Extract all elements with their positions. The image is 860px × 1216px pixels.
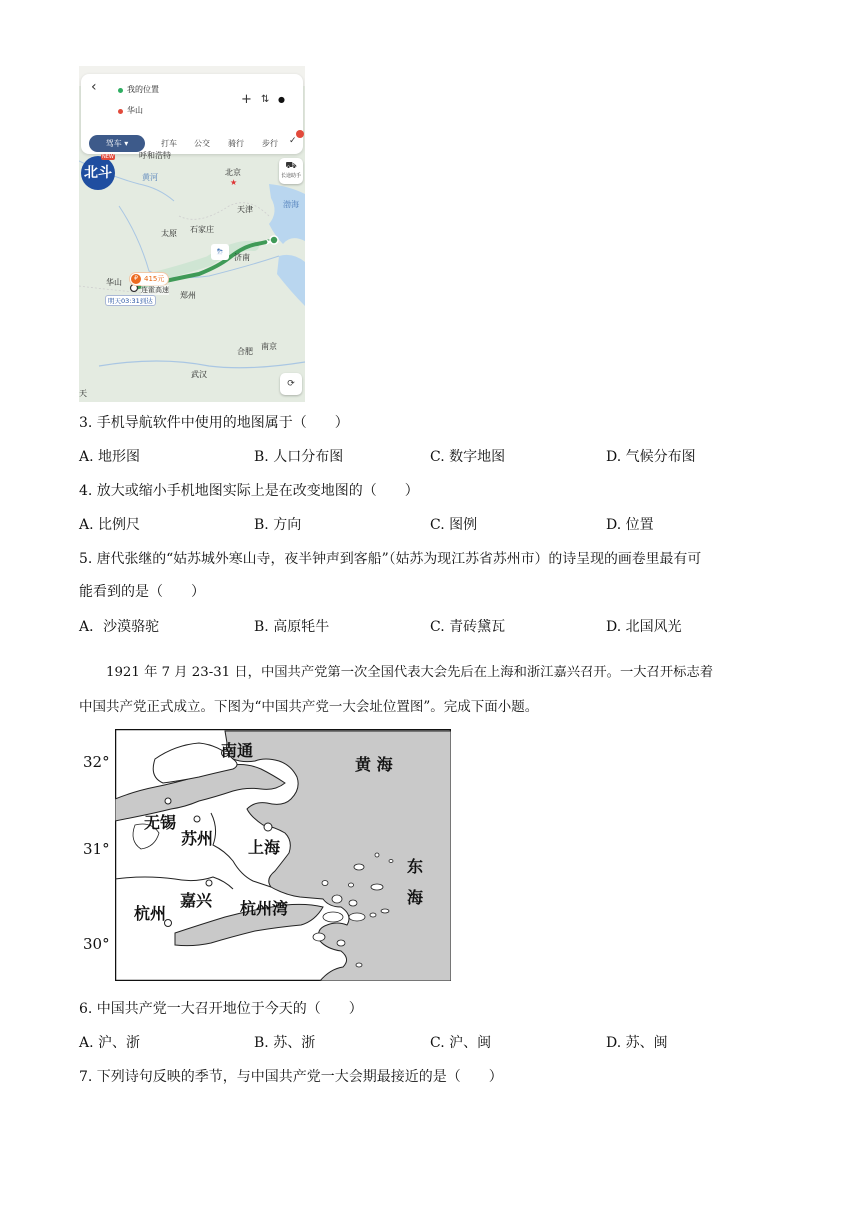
bay-label: 杭州湾 xyxy=(240,899,289,918)
refresh-button[interactable] xyxy=(280,373,302,395)
latitude-label: 30° xyxy=(83,935,110,953)
mode-drive-button[interactable]: 驾车 ▾ xyxy=(89,135,145,152)
destination-dot-icon xyxy=(118,109,123,114)
eta-label: 明天03:31到达 xyxy=(105,295,156,306)
q5-option-d[interactable]: D. 北国风光 xyxy=(606,619,682,635)
sea-label: 黄 海 xyxy=(355,755,393,774)
cpc-first-congress-location-map xyxy=(115,729,451,981)
fuel-icon: ₽ xyxy=(131,274,141,284)
route-search-panel xyxy=(81,74,303,154)
question-3-stem: 3. 手机导航软件中使用的地图属于（ ） xyxy=(79,415,349,431)
add-stop-icon[interactable]: + xyxy=(241,92,252,107)
q4-option-d[interactable]: D. 位置 xyxy=(606,517,654,533)
city-label: 太原 xyxy=(161,229,177,238)
beidou-badge[interactable]: 北斗 xyxy=(81,156,115,190)
city-label: 石家庄 xyxy=(190,225,214,234)
city-label: 天 xyxy=(79,389,87,398)
sea-label: 东 xyxy=(407,857,424,876)
city-label: 北京 xyxy=(225,168,241,177)
place-label: 嘉兴 xyxy=(180,891,213,910)
city-label: 郑州 xyxy=(180,291,196,300)
passage-line-1: 1921 年 7 月 23-31 日，中国共产党第一次全国代表大会先后在上海和浙江嘉兴召开。一大召开标志着 xyxy=(106,665,714,680)
car-icon: ⛟ xyxy=(285,161,297,171)
mode-transit-tab[interactable]: 公交 xyxy=(194,139,210,148)
q6-option-c[interactable]: C. 沪、闽 xyxy=(430,1035,492,1051)
city-label: 华山 xyxy=(106,278,122,287)
destination-flag-icon: ➤ xyxy=(265,238,273,248)
city-label: 武汉 xyxy=(191,370,207,379)
swap-icon[interactable]: ⇅ xyxy=(261,94,270,105)
latitude-label: 32° xyxy=(83,753,110,771)
more-modes-chevron-icon[interactable]: ✓ xyxy=(289,136,297,146)
question-7-stem: 7. 下列诗句反映的季节，与中国共产党一大会期最接近的是（ ） xyxy=(79,1069,503,1085)
q6-option-b[interactable]: B. 苏、浙 xyxy=(254,1035,316,1051)
origin-dot-icon xyxy=(118,88,123,93)
question-5-stem-line1: 5. 唐代张继的“姑苏城外寒山寺，夜半钟声到客船”（姑苏为现江苏省苏州市）的诗呈现的画卷里最有可 xyxy=(79,551,702,567)
city-label: 合肥 xyxy=(237,347,253,356)
refresh-icon: ⟳ xyxy=(287,379,295,389)
q5-option-c[interactable]: C. 青砖黛瓦 xyxy=(430,619,506,635)
q6-option-a[interactable]: A. 沪、浙 xyxy=(79,1035,141,1051)
sea-label: 海 xyxy=(407,888,424,907)
q4-option-b[interactable]: B. 方向 xyxy=(254,517,302,533)
q3-option-c[interactable]: C. 数字地图 xyxy=(430,449,506,465)
place-label: 南通 xyxy=(221,741,254,760)
back-icon[interactable]: ‹ xyxy=(91,79,97,95)
q4-option-a[interactable]: A. 比例尺 xyxy=(79,517,141,533)
mode-taxi-tab[interactable]: 打车 xyxy=(161,139,177,148)
passage-line-2: 中国共产党正式成立。下图为“中国共产党一大会址位置图”。完成下面小题。 xyxy=(79,699,539,715)
city-label: 天津 xyxy=(237,205,253,214)
notification-badge xyxy=(296,130,304,138)
capital-star-icon: ★ xyxy=(230,178,238,187)
question-5-stem-line2: 能看到的是（ ） xyxy=(79,584,205,600)
sea-label: 渤海 xyxy=(283,200,299,209)
city-label: 南京 xyxy=(261,342,277,351)
city-label: 呼和浩特 xyxy=(139,151,171,160)
origin-field[interactable]: 我的位置 xyxy=(127,85,159,94)
river-label: 黄河 xyxy=(142,173,158,182)
price-tag[interactable]: ₽ 415元 xyxy=(129,272,169,286)
mode-bike-tab[interactable]: 骑行 xyxy=(228,139,244,148)
microphone-icon[interactable]: ● xyxy=(278,95,285,104)
q3-option-a[interactable]: A. 地形图 xyxy=(79,449,141,465)
new-badge: NEW xyxy=(102,154,114,160)
place-label: 杭州 xyxy=(134,904,167,923)
destination-field[interactable]: 华山 xyxy=(127,106,143,115)
q4-option-c[interactable]: C. 图例 xyxy=(430,517,478,533)
latitude-label: 31° xyxy=(83,840,110,858)
service-area-icon[interactable]: ⛈ xyxy=(211,244,229,260)
navigation-screenshot xyxy=(79,66,305,402)
long-trip-assistant-button[interactable]: ⛟ 长途助手 xyxy=(279,158,303,184)
question-6-stem: 6. 中国共产党一大召开地位于今天的（ ） xyxy=(79,1001,363,1017)
place-label: 无锡 xyxy=(144,813,177,832)
city-label: 济南 xyxy=(234,253,250,262)
q5-option-a[interactable]: A．沙漠骆驼 xyxy=(79,619,160,635)
place-label: 苏州 xyxy=(181,829,214,848)
q6-option-d[interactable]: D. 苏、闽 xyxy=(606,1035,668,1051)
q3-option-d[interactable]: D. 气候分布图 xyxy=(606,449,696,465)
route-road-label: 连霍高速 xyxy=(141,286,169,294)
place-label: 上海 xyxy=(248,838,281,857)
mode-walk-tab[interactable]: 步行 xyxy=(262,139,278,148)
q5-option-b[interactable]: B. 高原牦牛 xyxy=(254,619,330,635)
question-4-stem: 4. 放大或缩小手机地图实际上是在改变地图的（ ） xyxy=(79,483,419,499)
q3-option-b[interactable]: B. 人口分布图 xyxy=(254,449,344,465)
